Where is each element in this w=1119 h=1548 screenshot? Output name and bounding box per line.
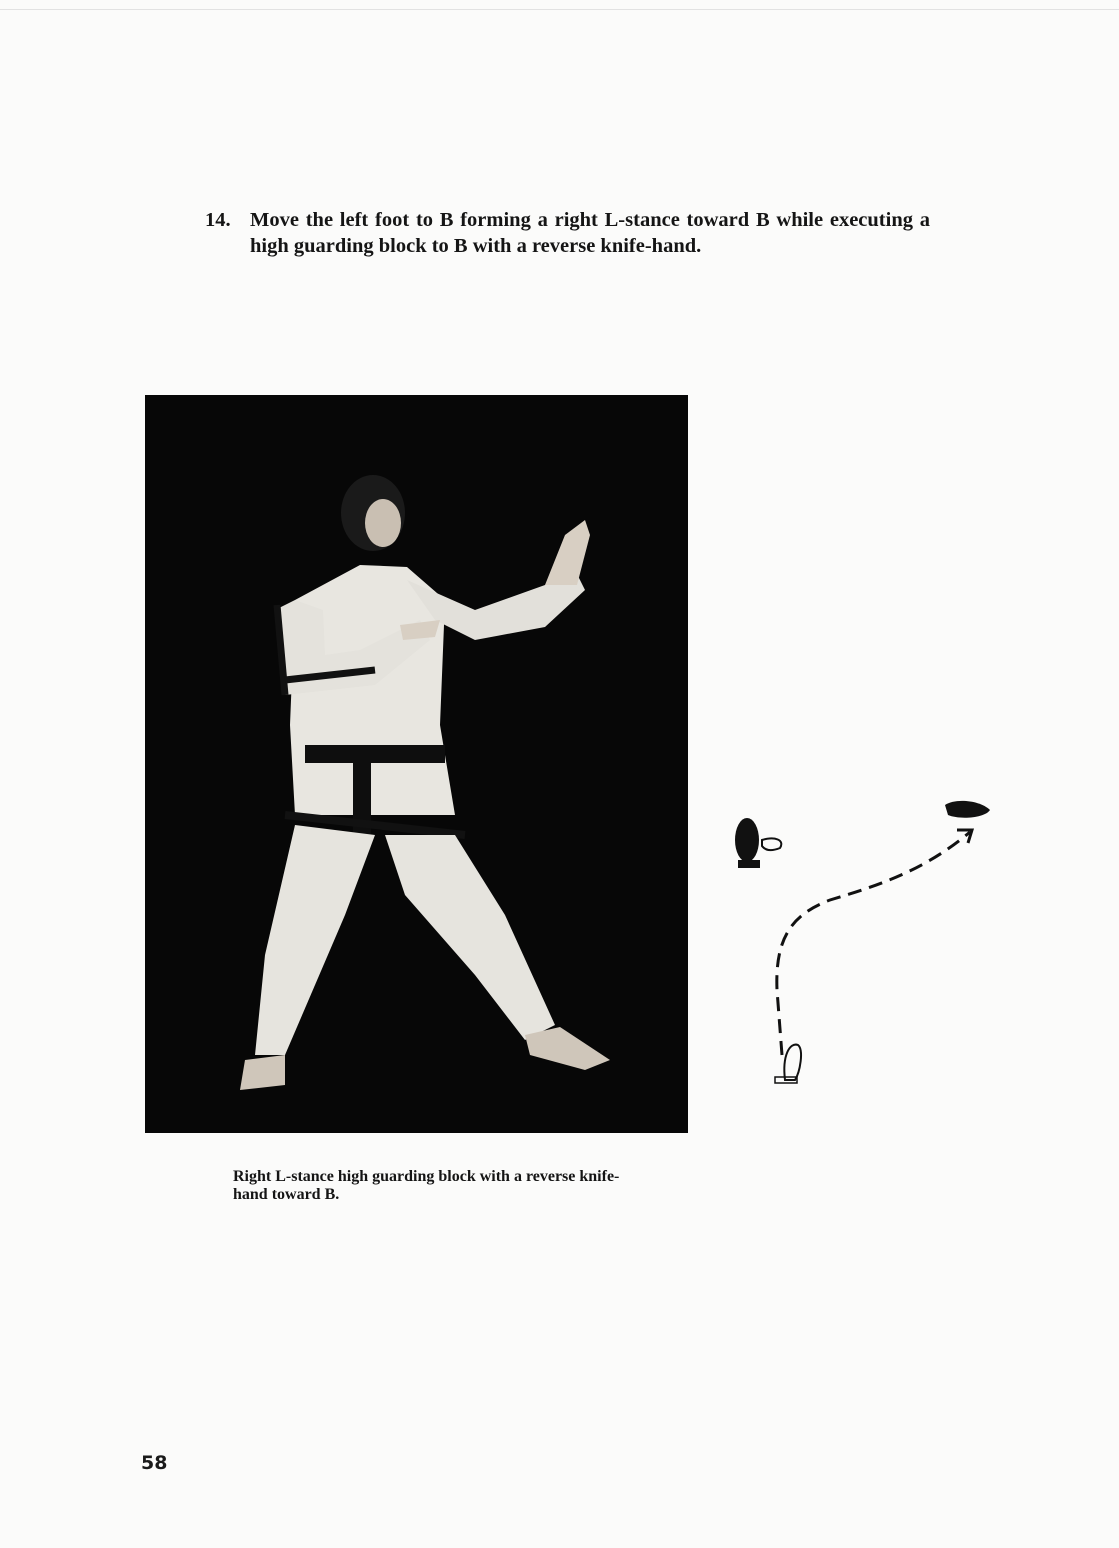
page-number: 58 [141,1452,168,1474]
right-foot-start-outline-icon [775,1045,801,1083]
page-top-edge [0,9,1119,10]
path-arrow-icon [777,830,972,1055]
photo-caption: Right L-stance high guarding block with a reverse knife-hand toward B. [233,1168,620,1203]
step-instruction [205,207,930,259]
step-number: 14. [205,209,231,231]
left-foot-end-icon [945,801,990,818]
technique-photo [145,395,688,1133]
right-foot-outline-icon [762,838,781,850]
step-text: Move the left foot to B forming a right L-stance toward B while executing a high guarding block to B with a reverse knife-hand. [250,209,930,257]
left-foot-start-icon [735,818,760,868]
footwork-diagram [720,780,1010,1100]
martial-artist-figure [145,395,688,1133]
